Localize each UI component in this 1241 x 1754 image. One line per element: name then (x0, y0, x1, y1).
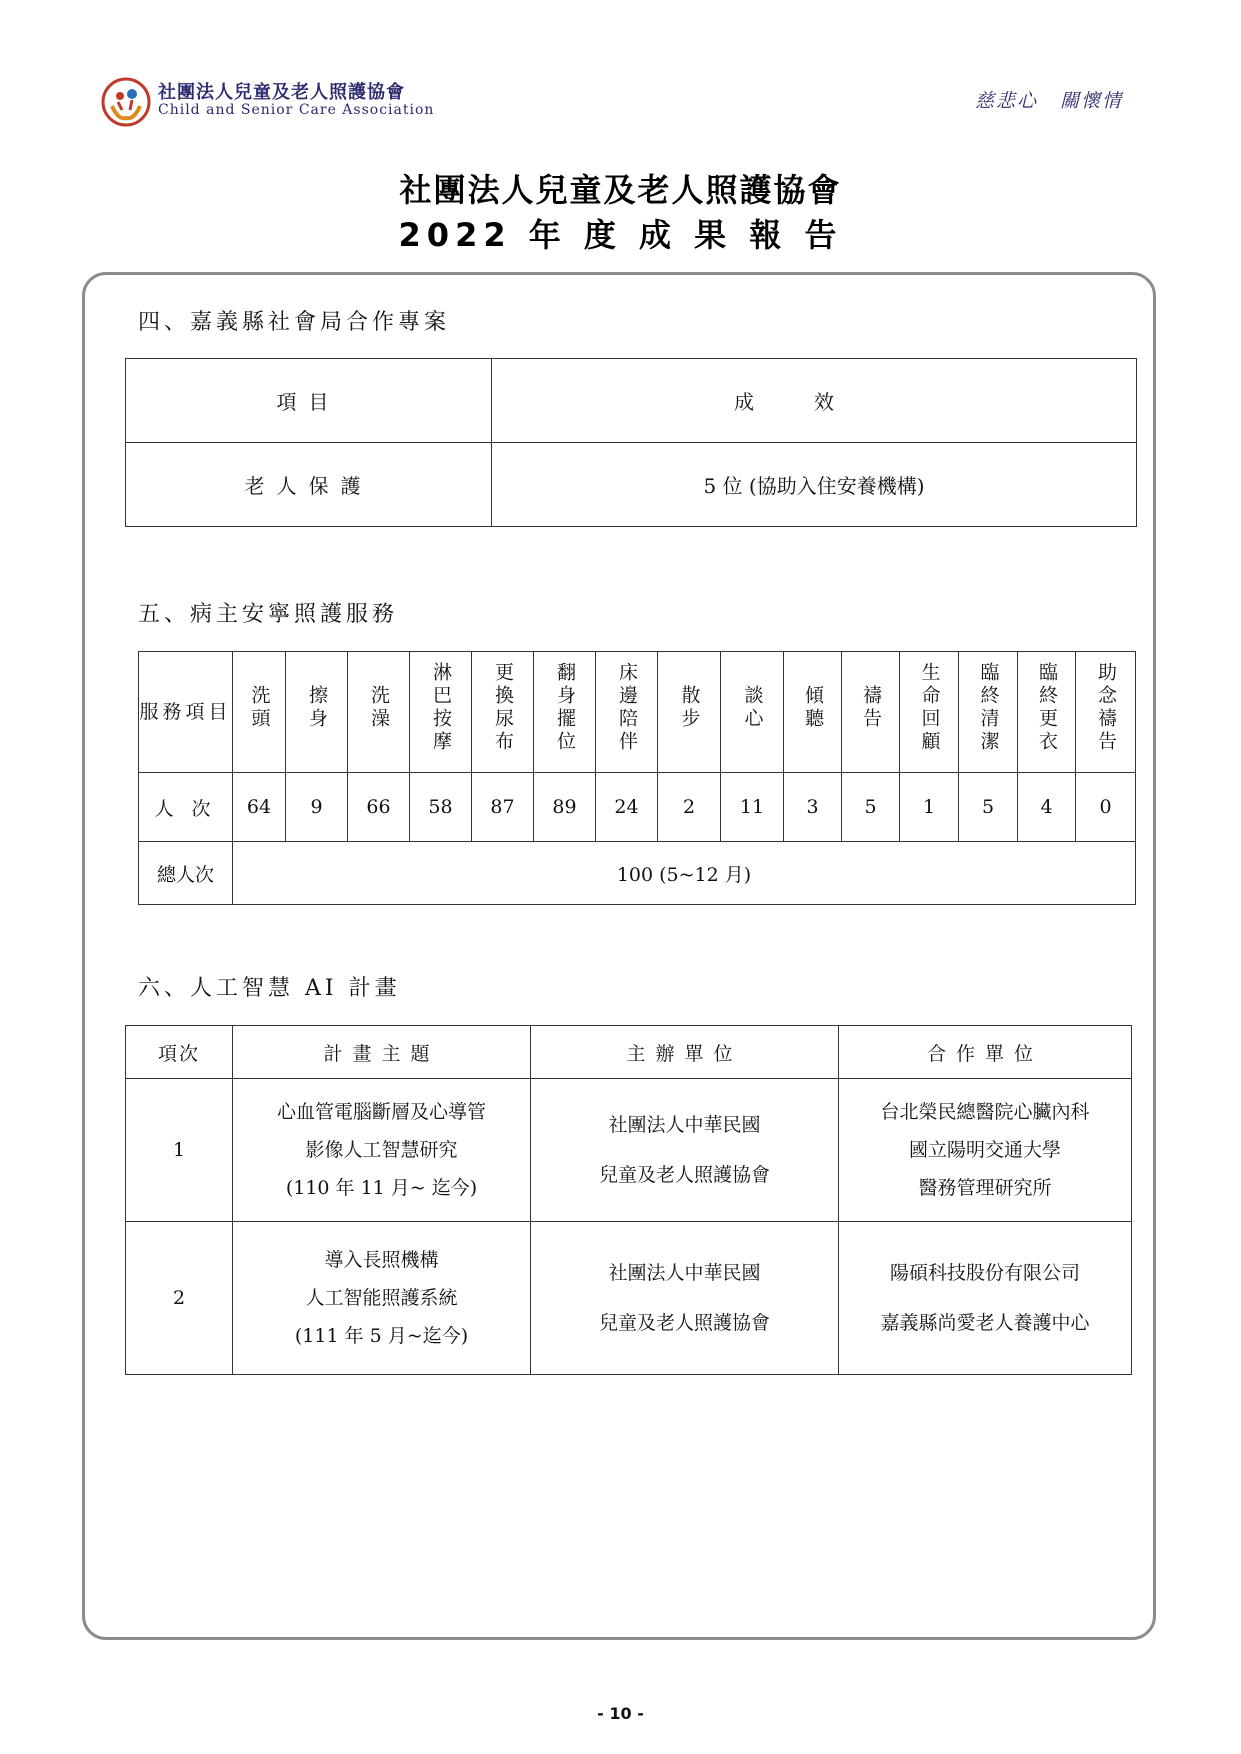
count-cell: 87 (472, 773, 534, 842)
partner-line: 嘉義縣尚愛老人養護中心 (880, 1312, 1090, 1334)
cell-topic (233, 1222, 531, 1375)
row-label-items (139, 652, 233, 773)
count-cell: 89 (534, 773, 596, 842)
item-cell (410, 652, 472, 773)
ai-project-table (125, 1025, 1132, 1375)
item-label: 禱告 (860, 684, 882, 731)
total-label: 總人次 (139, 842, 233, 905)
topic-line: 人工智能照護系統 (305, 1287, 458, 1309)
topic-line: (110 年 11 月~ 迄今) (285, 1177, 478, 1199)
item-label: 散步 (678, 684, 701, 731)
item-label: 擦身 (306, 684, 328, 731)
item-label: 臨終清潔 (977, 661, 1000, 754)
item-cell (534, 652, 596, 773)
item-label: 助念禱告 (1095, 661, 1117, 754)
count-cell: 66 (348, 773, 410, 842)
association-logo-icon (100, 76, 152, 128)
cell-no: 2 (126, 1222, 233, 1375)
item-cell (1018, 652, 1076, 773)
item-label: 談心 (741, 684, 764, 731)
header-no: 項次 (126, 1026, 233, 1079)
count-cell: 11 (721, 773, 784, 842)
cell-topic (233, 1079, 531, 1222)
item-label: 翻身擺位 (554, 661, 576, 754)
report-title: 社團法人兒童及老人照護協會 (399, 171, 842, 209)
total-value: 100 (5~12 月) (233, 842, 1136, 905)
item-cell (900, 652, 959, 773)
slogan: 慈悲心 關懷情 (974, 90, 1123, 112)
item-label: 臨終更衣 (1036, 661, 1058, 754)
item-label: 洗澡 (368, 684, 390, 731)
item-label: 洗頭 (248, 684, 271, 731)
header-item: 項目 (126, 359, 492, 443)
cell-partner (839, 1222, 1132, 1375)
count-cell: 5 (842, 773, 900, 842)
partner-line: 醫務管理研究所 (918, 1177, 1052, 1199)
item-cell (472, 652, 534, 773)
host-line: 兒童及老人照護協會 (598, 1312, 770, 1334)
cell-item: 老人保護 (126, 443, 492, 527)
topic-line: 心血管電腦斷層及心導管 (276, 1101, 486, 1123)
item-cell (1076, 652, 1136, 773)
item-cell (842, 652, 900, 773)
topic-line: 導入長照機構 (324, 1249, 439, 1271)
count-cell: 24 (596, 773, 658, 842)
header-result: 成效 (492, 359, 1137, 443)
count-cell: 58 (410, 773, 472, 842)
row-label-counts: 人 次 (139, 773, 233, 842)
header-host: 主辦單位 (531, 1026, 839, 1079)
hospice-care-table (138, 651, 1136, 905)
count-cell: 5 (959, 773, 1018, 842)
item-cell (348, 652, 410, 773)
org-name-cn: 社團法人兒童及老人照護協會 (158, 82, 405, 103)
topic-line: (111 年 5 月~迄今) (294, 1325, 469, 1347)
partner-line: 陽碩科技股份有限公司 (889, 1262, 1080, 1284)
host-line: 兒童及老人照護協會 (598, 1164, 770, 1186)
count-cell: 1 (900, 773, 959, 842)
partner-line: 國立陽明交通大學 (908, 1139, 1061, 1161)
section-4-title: 四、嘉義縣社會局合作專案 (138, 310, 451, 335)
partner-line: 台北榮民總醫院心臟內科 (880, 1101, 1090, 1123)
section-5-title: 五、病主安寧照護服務 (138, 602, 399, 627)
item-label: 更換尿布 (492, 661, 514, 754)
item-label: 淋巴按摩 (430, 661, 452, 754)
page-number: - 10 - (597, 1704, 644, 1723)
item-cell (721, 652, 784, 773)
report-subtitle: 2022 年 度 成 果 報 告 (398, 216, 843, 254)
cell-result: 5 位 (協助入住安養機構) (492, 443, 1137, 527)
item-cell (596, 652, 658, 773)
item-cell (784, 652, 842, 773)
item-cell (286, 652, 348, 773)
header-topic: 計畫主題 (233, 1026, 531, 1079)
partner-project-table (125, 358, 1137, 527)
cell-no: 1 (126, 1079, 233, 1222)
item-label: 傾聽 (802, 684, 824, 731)
count-cell: 64 (233, 773, 286, 842)
cell-host (531, 1222, 839, 1375)
org-name-en: Child and Senior Care Association (158, 102, 435, 118)
section-6-title: 六、人工智慧 AI 計畫 (138, 976, 401, 1001)
count-cell: 4 (1018, 773, 1076, 842)
topic-line: 影像人工智慧研究 (305, 1139, 458, 1161)
header-partner: 合作單位 (839, 1026, 1132, 1079)
item-label: 床邊陪伴 (616, 661, 638, 754)
item-cell (233, 652, 286, 773)
row-label-items-text: 服務項目 (139, 700, 232, 723)
item-cell (658, 652, 721, 773)
host-line: 社團法人中華民國 (608, 1262, 761, 1284)
count-cell: 0 (1076, 773, 1136, 842)
count-cell: 3 (784, 773, 842, 842)
cell-host (531, 1079, 839, 1222)
cell-partner (839, 1079, 1132, 1222)
count-cell: 9 (286, 773, 348, 842)
item-label: 生命回顧 (918, 661, 941, 754)
count-cell: 2 (658, 773, 721, 842)
host-line: 社團法人中華民國 (608, 1114, 761, 1136)
item-cell (959, 652, 1018, 773)
